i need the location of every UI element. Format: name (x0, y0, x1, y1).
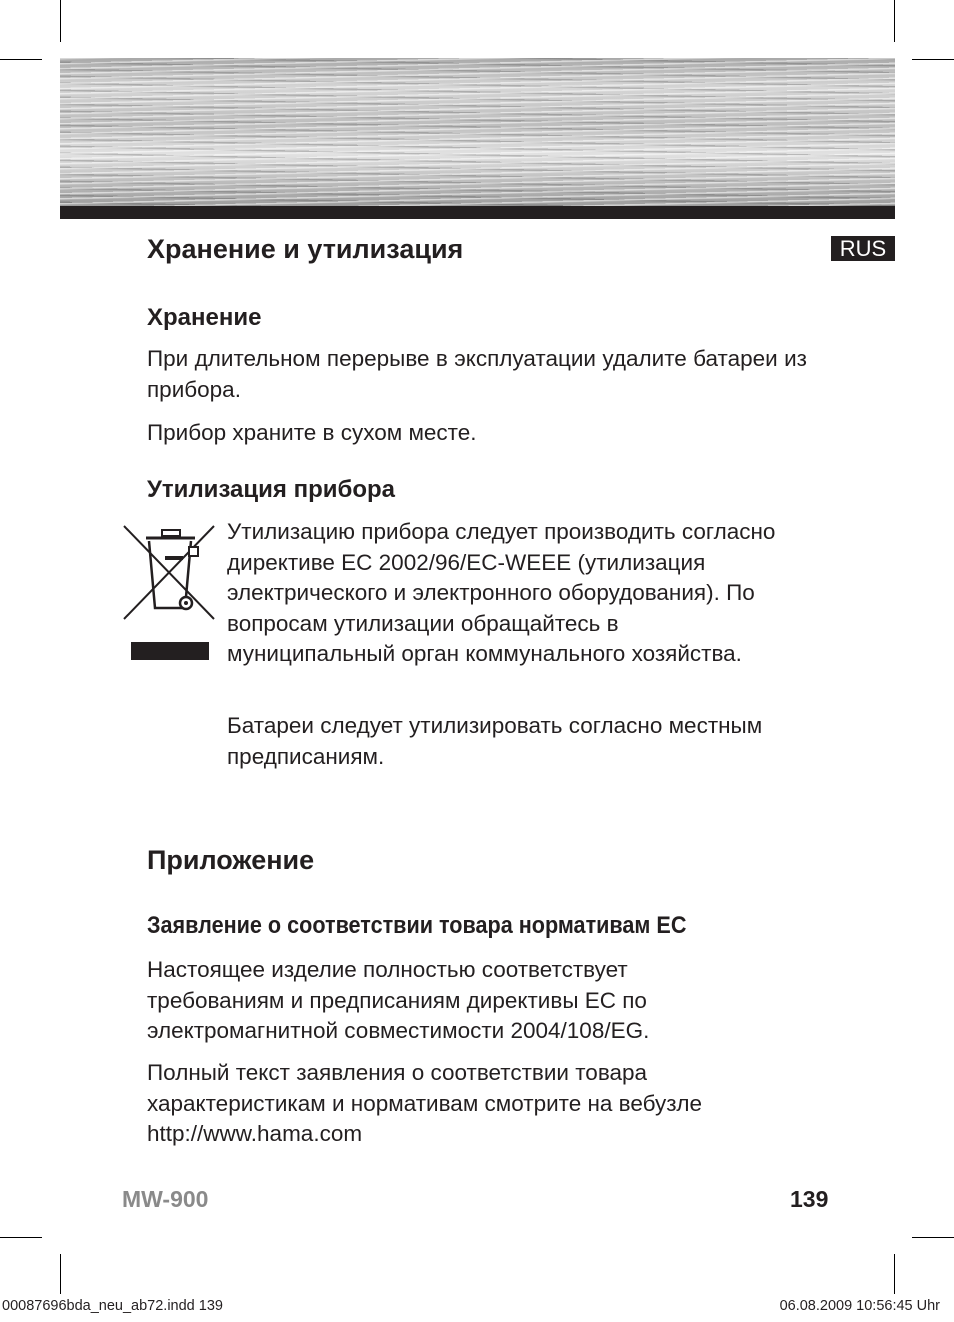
subsection-title-disposal: Утилизация прибора (147, 476, 395, 503)
disposal-paragraph-1: Утилизацию прибора следует производить согласно директиве EC 2002/96/EC-WEEE (утилизация электрического и электронного оборудования). По вопросам утилизации обращайтесь в муниципальный орган коммунального хозяйства. (227, 519, 776, 666)
subsection-title-storage: Хранение (147, 304, 262, 331)
crop-mark (912, 1237, 954, 1238)
disposal-paragraph-2: Батареи следует утилизировать согласно местным предписаниям. (227, 713, 763, 769)
section-title-storage-disposal: Хранение и утилизация (147, 234, 464, 264)
footer-model: MW-900 (122, 1186, 209, 1212)
storage-paragraph-1: При длительном перерыве в эксплуатации удалите батареи из прибора. (147, 346, 807, 402)
weee-crossed-bin-icon (119, 521, 219, 663)
language-badge: RUS (831, 236, 895, 261)
crop-mark (0, 59, 42, 60)
print-slug-timestamp: 06.08.2009 10:56:45 Uhr (779, 1298, 940, 1314)
section-title-appendix: Приложение (147, 845, 315, 875)
crop-mark (894, 0, 895, 42)
page-number: 139 (790, 1186, 829, 1212)
conformity-paragraph-1: Настоящее изделие полностью соответствует требованиям и предписаниям директивы ЕС по электромагнитной совместимости 2004/108/EG. (147, 957, 650, 1043)
subsection-title-conformity: Заявление о соответствии товара нормативам ЕС (147, 912, 687, 939)
storage-paragraph-2: Прибор храните в сухом месте. (147, 420, 477, 445)
brushed-metal-banner (60, 58, 895, 206)
crop-mark (0, 1237, 42, 1238)
crop-mark (912, 59, 954, 60)
print-slug-file: 00087696bda_neu_ab72.indd 139 (2, 1298, 223, 1314)
conformity-paragraph-2: Полный текст заявления о соответствии товара характеристикам и нормативам смотрите на вебузле http://www.hama.com (147, 1060, 702, 1146)
banner-bar (60, 206, 895, 219)
crop-mark (60, 0, 61, 42)
crop-mark (60, 1254, 61, 1294)
crop-mark (894, 1254, 895, 1294)
